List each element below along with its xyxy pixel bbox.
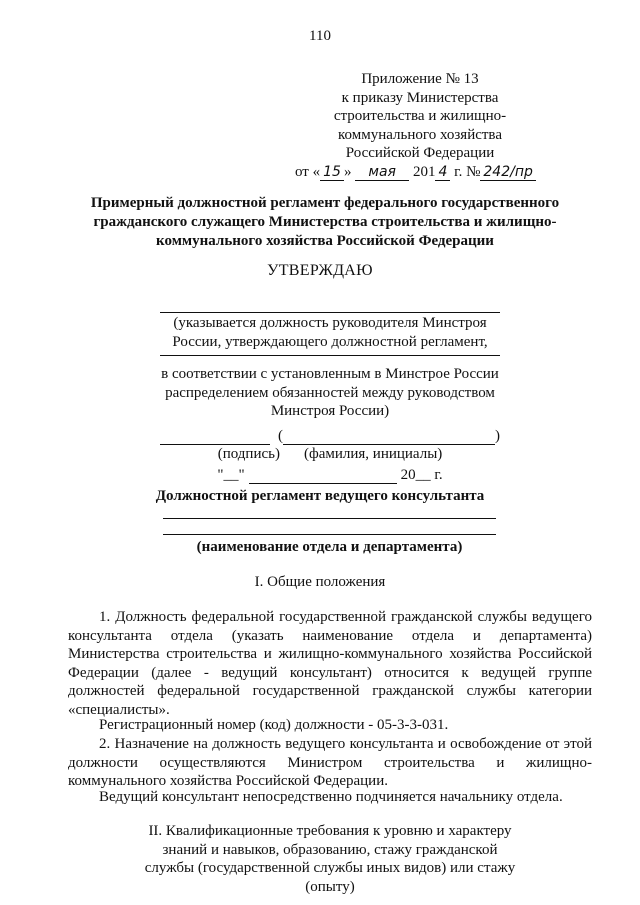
caption-name: (фамилия, инициалы) — [303, 446, 443, 462]
order-day-handwritten: 15 — [320, 165, 344, 181]
appendix-line: к приказу Министерства — [341, 89, 499, 106]
signature-captions — [160, 445, 500, 464]
name-blank — [283, 428, 495, 445]
approve-heading: УТВЕРЖДАЮ — [267, 262, 373, 279]
paragraph-subordination: Ведущий консультант непосредственно подчиняется начальнику отдела. — [99, 789, 563, 805]
appendix-line: строительства и жилищно- — [333, 108, 507, 124]
paragraph-registration: Регистрационный номер (код) должности - 05-3-3-031. — [99, 717, 449, 733]
section-2-title — [140, 822, 520, 896]
department-line-1 — [163, 518, 496, 519]
caption-signature: (подпись) — [217, 446, 280, 462]
department-caption: (наименование отдела и департамента) — [196, 539, 463, 555]
signature-block — [160, 295, 500, 484]
appendix-line: Российской Федерации — [345, 145, 495, 161]
appendix-line: коммунального хозяйства — [338, 126, 502, 143]
order-date-line — [295, 163, 535, 182]
paragraph-1: 1. Должность федеральной государственной гражданской службы ведущего консультанта отдела (указать наименование отдела и департамента) Министерства строительства и жилищно-коммунального хозяйства Российской Федерации (далее - ведущий консультант) относится к ведущей группе должностей федеральной государственной гражданской службы категории «специалисты». — [68, 609, 592, 718]
page-number: 110 — [309, 28, 331, 44]
position-line-2 — [160, 355, 500, 356]
section-2-title-text: II. Квалификационные требования к уровню и характеру знаний и навыков, образованию, стажу гражданской службы (государственной службы иных видов) или стажу (опыту) — [144, 823, 516, 895]
appendix-header — [295, 70, 535, 181]
position-note: (указывается должность руководителя Минстроя России, утверждающего должностной регламент, — [172, 315, 488, 350]
department-block — [163, 518, 496, 556]
order-month-handwritten: мая — [355, 165, 409, 181]
order-prefix: от « — [295, 163, 321, 180]
section-1-title: I. Общие положения — [254, 574, 386, 590]
regulation-title: Должностной регламент ведущего консультанта — [155, 488, 485, 504]
order-year-digit-handwritten: 4 — [435, 165, 450, 181]
open-paren: ( — [278, 427, 283, 444]
department-line-2 — [163, 534, 496, 535]
date-line — [160, 466, 500, 485]
date-day-quotes: "__" — [217, 466, 245, 483]
order-number-label: г. № — [454, 163, 481, 180]
date-year: 20__ г. — [400, 466, 443, 483]
position-line — [160, 312, 500, 313]
distribution-note: в соответствии с установленным в Минстрое России распределением обязанностей между руководством Минстроя России) — [161, 366, 499, 419]
order-year-prefix: 201 — [412, 163, 436, 180]
signature-blank — [160, 428, 270, 445]
order-quote: » — [343, 163, 352, 180]
order-number-handwritten: 242/пр — [480, 165, 535, 181]
close-paren: ) — [495, 427, 500, 444]
document-title: Примерный должностной регламент федерального государственного гражданского служащего Министерства строительства и жилищно-коммунального хозяйства Российской Федерации — [90, 195, 560, 249]
date-month-blank — [249, 467, 397, 484]
paragraph-2: 2. Назначение на должность ведущего консультанта и освобождение от этой должности осуществляются Министром строительства и жилищно-коммунального хозяйства Российской Федерации. — [68, 736, 592, 789]
signature-line — [160, 427, 500, 446]
appendix-line: Приложение № 13 — [361, 71, 479, 87]
